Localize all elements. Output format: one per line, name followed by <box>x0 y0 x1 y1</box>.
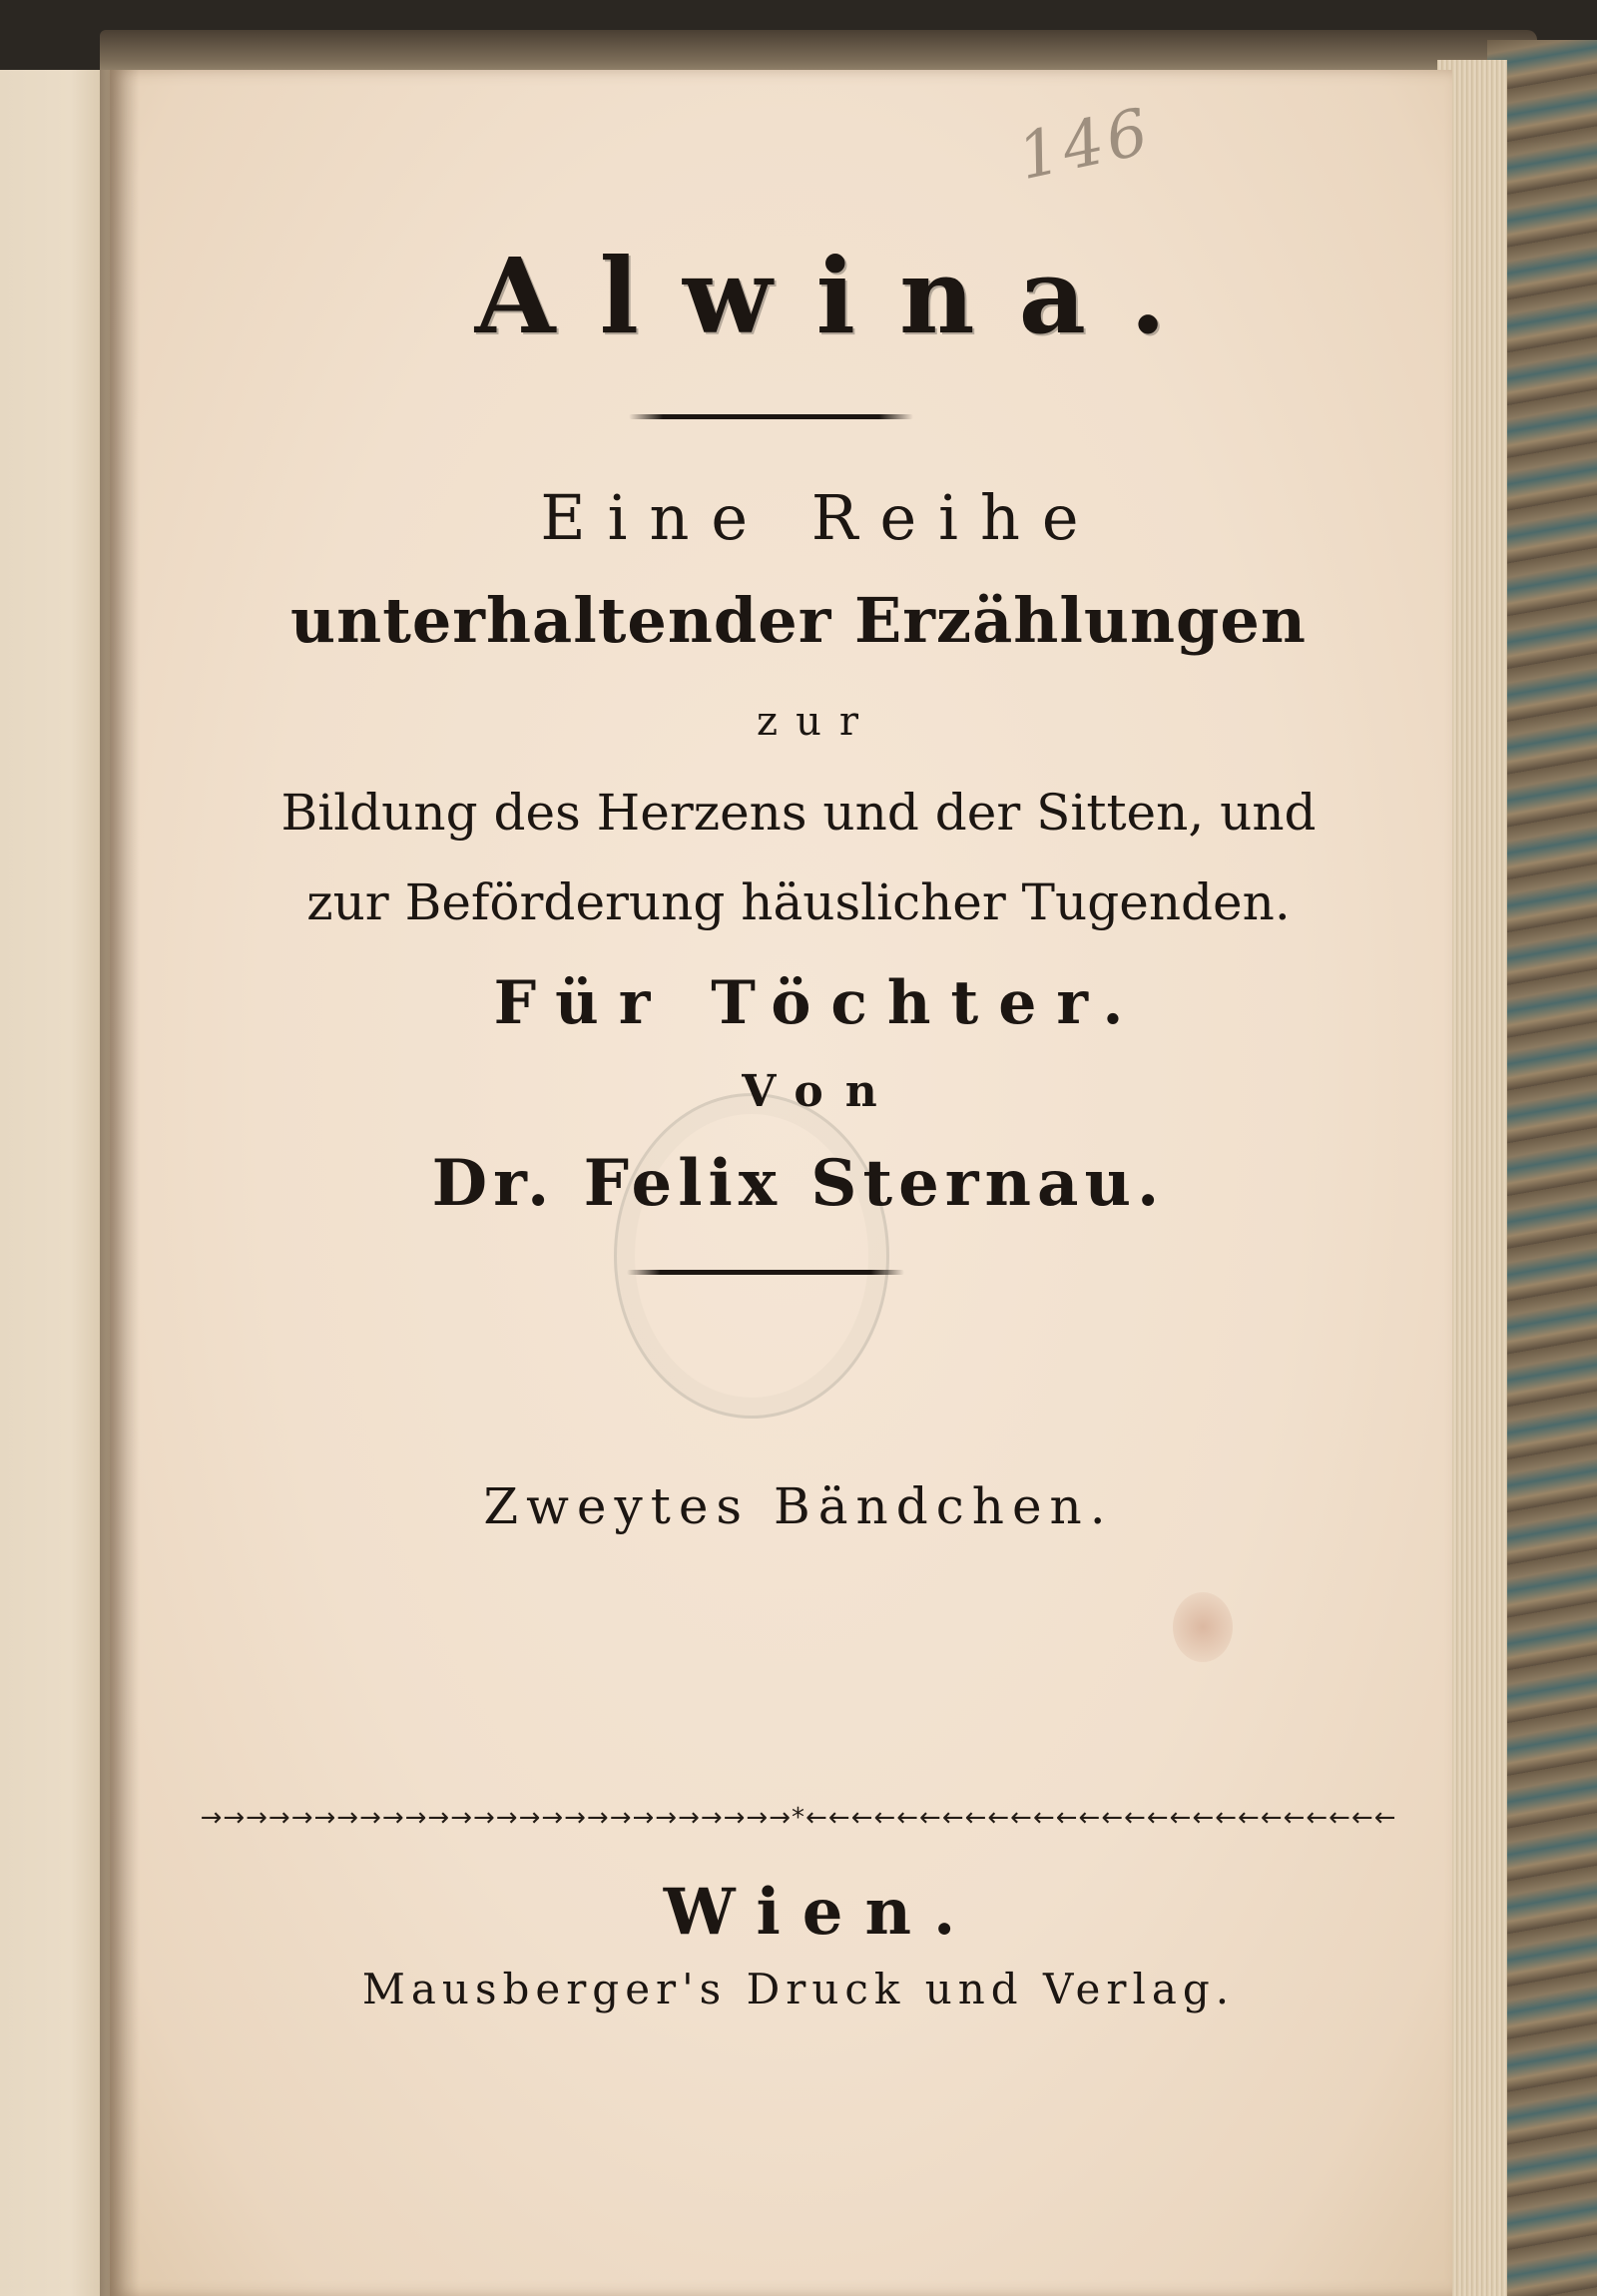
subtitle-line-2: unterhaltender Erzählungen <box>290 584 1307 657</box>
ornamental-divider: →→→→→→→→→→→→→→→→→→→→→→→→→→*←←←←←←←←←←←←←←←←←←←←←←←←←← <box>200 1803 1397 1833</box>
publisher-line: Mausberger's Druck und Verlag. <box>361 1965 1236 2013</box>
author-rule <box>627 1270 904 1275</box>
faded-library-stamp <box>614 1093 889 1419</box>
subtitle-connector: zur <box>757 699 876 745</box>
volume-label: Zweytes Bändchen. <box>483 1477 1114 1535</box>
description-line-2: zur Beförderung häuslicher Tugenden. <box>306 873 1291 931</box>
pencil-shelfmark: 146 <box>1011 94 1159 196</box>
publication-place: Wien. <box>663 1875 978 1950</box>
book-title: Alwina. <box>474 235 1211 357</box>
foxing-stain <box>1173 1592 1233 1662</box>
title-rule <box>629 414 913 419</box>
description-line-1: Bildung des Herzens und der Sitten, und <box>280 784 1317 842</box>
by-line: Von <box>742 1066 899 1117</box>
author-name: Dr. Felix Sternau. <box>431 1146 1166 1221</box>
audience-line: Für Töchter. <box>493 968 1144 1038</box>
subtitle-line-1: Eine Reihe <box>540 481 1101 554</box>
